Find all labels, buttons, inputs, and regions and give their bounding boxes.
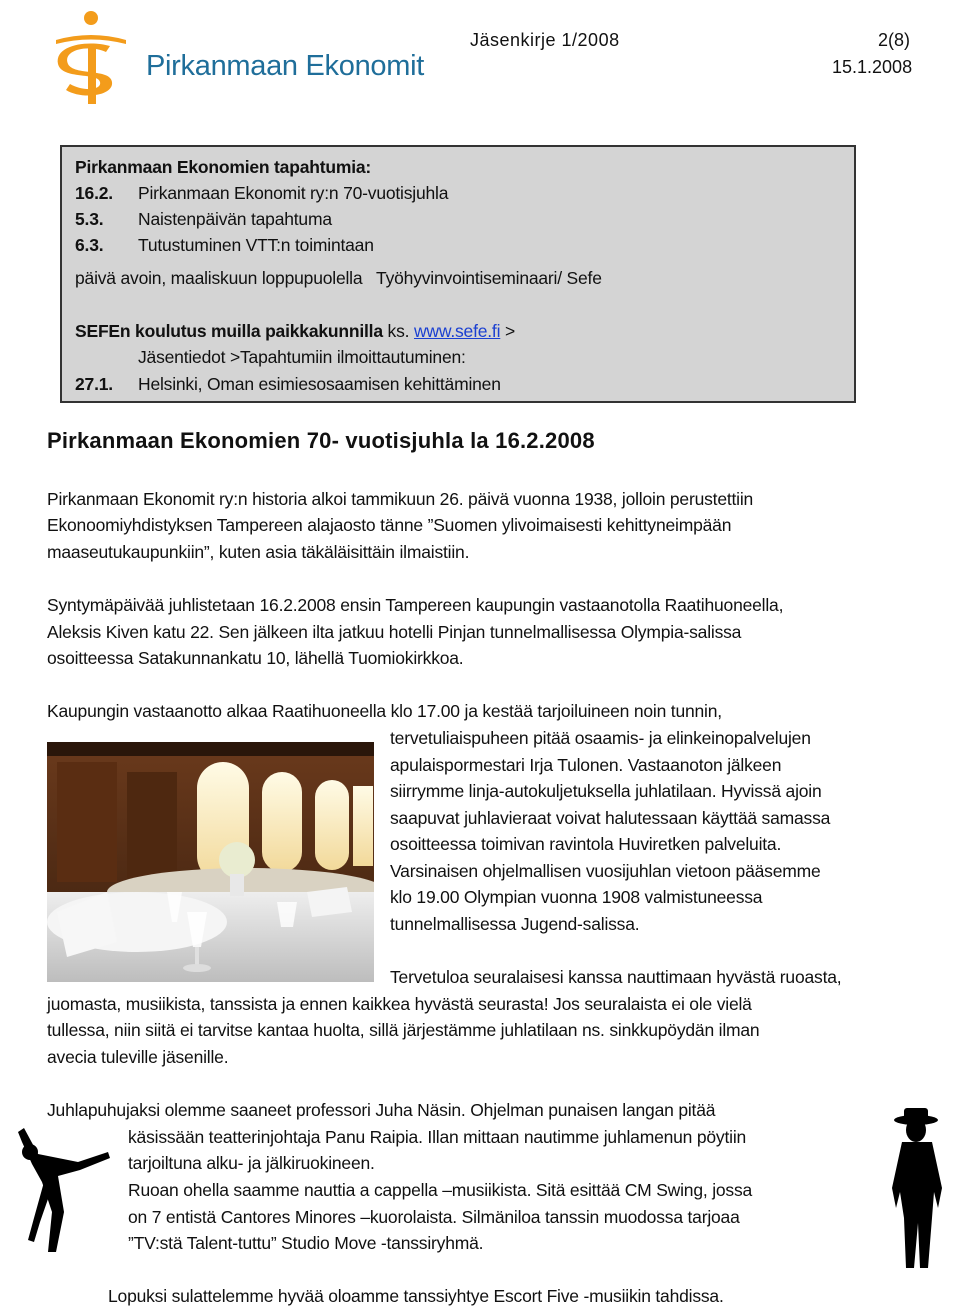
document-date: 15.1.2008 [832, 57, 913, 77]
body-line: Varsinaisen ohjelmallisen vuosijuhlan vietoon pääsemme [390, 861, 821, 881]
body-line: tarjoiltuna alku- ja jälkiruokineen. [128, 1153, 375, 1173]
body-line: maaseutukaupunkiin”, kuten asia täkäläisittäin ilmaistiin. [47, 542, 470, 562]
section-heading: Pirkanmaan Ekonomien 70- vuotisjuhla la 16.2.2008 [47, 428, 595, 453]
document-title: Jäsenkirje 1/2008 [470, 30, 620, 50]
body-line: on 7 entistä Cantores Minores –kuorolaista. Silmäniloa tanssin muodossa tarjoaa [128, 1207, 740, 1227]
events-title: Pirkanmaan Ekonomien tapahtumia: [75, 157, 372, 177]
body-line: osoitteessa toimivan ravintola Huviretken palveluita. [390, 834, 782, 854]
dancer-silhouette-icon [8, 1112, 112, 1262]
sefe-arrow: > [504, 321, 515, 341]
body-line: klo 19.00 Olympian vuonna 1908 valmistuneessa [390, 887, 763, 907]
event-date: 6.3. [75, 235, 104, 255]
body-line: Aleksis Kiven katu 22. Sen jälkeen ilta jatkuu hotelli Pinjan tunnelmallisessa Olympia-salissa [47, 622, 742, 642]
event-text: Pirkanmaan Ekonomit ry:n 70-vuotisjuhla [138, 183, 449, 203]
event-text: Helsinki, Oman esimiesosaamisen kehittäminen [138, 374, 501, 394]
sefe-bold-text: SEFEn koulutus muilla paikkakunnilla [75, 321, 383, 341]
body-line: tunnelmallisessa Jugend-salissa. [390, 914, 640, 934]
logo-icon [48, 8, 134, 104]
event-extra-line: päivä avoin, maaliskuun loppupuolella Työhyvinvointiseminaari/ Sefe [75, 268, 602, 288]
body-line: Kaupungin vastaanotto alkaa Raatihuoneella klo 17.00 ja kestää tarjoiluineen noin tunnin, [47, 701, 722, 721]
event-text: Naistenpäivän tapahtuma [138, 209, 332, 229]
body-line: juomasta, musiikista, tanssista ja ennen kaikkea hyvästä seurasta! Jos seuralaista ei ole vielä [47, 994, 752, 1014]
hat-man-silhouette-icon [880, 1108, 960, 1273]
body-line: avecia tuleville jäsenille. [47, 1047, 229, 1067]
page-number: 2(8) [878, 30, 911, 50]
banquet-hall-photo [47, 742, 374, 982]
sefe-ks: ks. [387, 321, 410, 341]
logo-text: Pirkanmaan Ekonomit [146, 50, 424, 82]
body-line: osoitteessa Satakunnankatu 10, lähellä Tuomiokirkkoa. [47, 648, 464, 668]
body-line: Tervetuloa seuralaisesi kanssa nauttimaan hyvästä ruoasta, [390, 967, 842, 987]
event-date: 5.3. [75, 209, 104, 229]
sefe-link[interactable]: www.sefe.fi [413, 321, 501, 341]
body-line: apulaispormestari Irja Tulonen. Vastaanoton jälkeen [390, 755, 782, 775]
event-date: 16.2. [75, 183, 113, 203]
body-line: tervetuliaispuheen pitää osaamis- ja elinkeinopalvelujen [390, 728, 811, 748]
closing-line: Lopuksi sulattelemme hyvää oloamme tanssiyhtye Escort Five -musiikin tahdissa. [108, 1286, 724, 1306]
body-line: saapuvat juhlavieraat voivat halutessaan käyttää samassa [390, 808, 831, 828]
body-line: siirrymme linja-autokuljetuksella juhlatilaan. Hyvissä ajoin [390, 781, 822, 801]
body-line: käsissään teatterinjohtaja Panu Raipia. Illan mittaan nautimme juhlamenun pöytiin [128, 1127, 747, 1147]
body-line: Juhlapuhujaksi olemme saaneet professori Juha Näsin. Ohjelman punaisen langan pitää [47, 1100, 716, 1120]
event-date: 27.1. [75, 374, 113, 394]
body-line: tullessa, niin siitä ei tarvitse kantaa huolta, sillä järjestämme juhlatilaan ns. sinkkupöydän ilman [47, 1020, 760, 1040]
body-line: Syntymäpäivää juhlistetaan 16.2.2008 ensin Tampereen kaupungin vastaanotolla Raatihuoneella, [47, 595, 784, 615]
body-line: Pirkanmaan Ekonomit ry:n historia alkoi tammikuun 26. päivä vuonna 1938, jolloin perustettiin [47, 489, 754, 509]
event-text: Tutustuminen VTT:n toimintaan [138, 235, 374, 255]
sefe-path: Jäsentiedot >Tapahtumiin ilmoittautuminen: [138, 347, 466, 367]
body-line: Ruoan ohella saamme nauttia a cappella –musiikista. Sitä esittää CM Swing, jossa [128, 1180, 753, 1200]
body-line: ”TV:stä Talent-tuttu” Studio Move -tanssiryhmä. [128, 1233, 484, 1253]
sefe-line [75, 318, 515, 344]
body-line: Ekonoomiyhdistyksen Tampereen alajaosto tänne ”Suomen ylivoimaisesti kehittyneimpään [47, 515, 732, 535]
